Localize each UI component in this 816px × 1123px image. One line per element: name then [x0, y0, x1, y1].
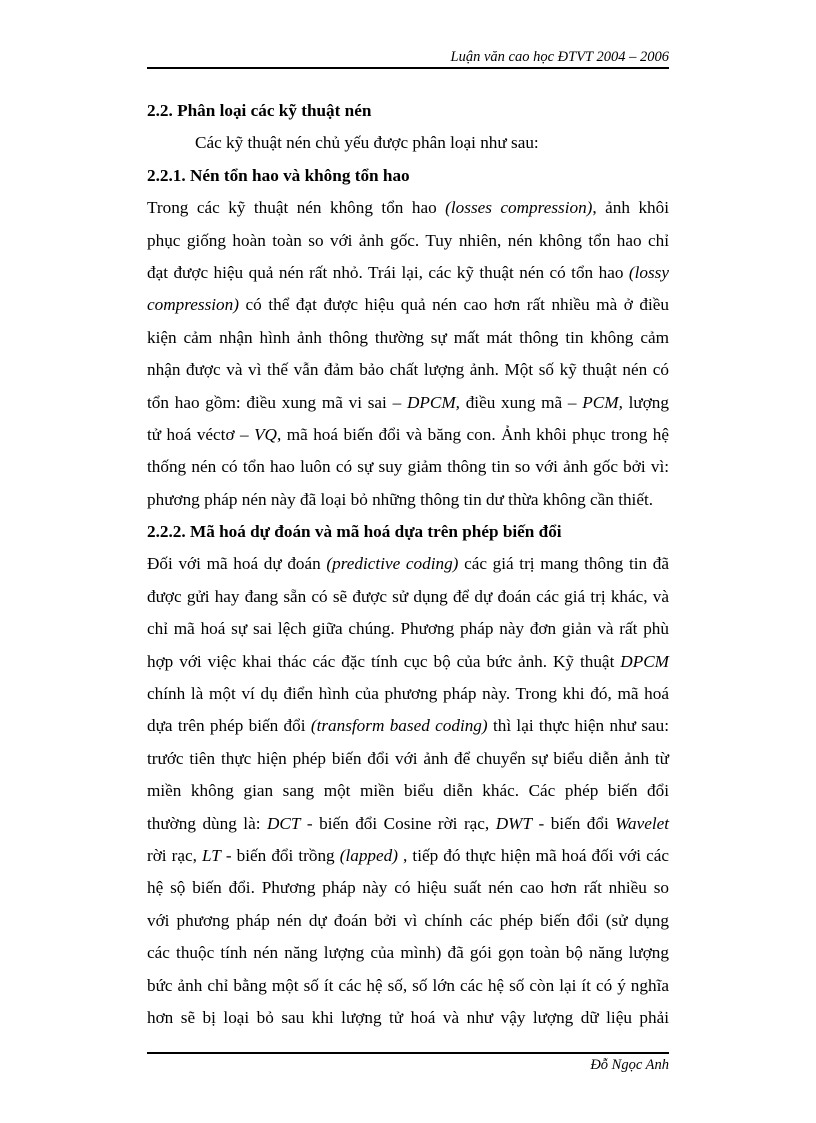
text-run: hợp với việc khai thác các đặc tính cục bộ của bức ảnh. Kỹ thuật: [147, 651, 621, 671]
text-run: - biến đổi trồng: [220, 845, 340, 865]
section-heading: [147, 516, 669, 548]
text-line: [147, 127, 669, 159]
text-run: hơn sẽ bị loại bỏ sau khi lượng tử hoá và như vậy lượng dữ liệu phải: [147, 1007, 669, 1027]
italic-term: DPCM,: [406, 392, 460, 412]
italic-term: PCM: [582, 392, 619, 412]
text-run: phục giống hoàn toàn so với ảnh gốc. Tuy nhiên, nén không tổn hao chỉ: [147, 230, 669, 250]
text-run: điều xung mã –: [459, 392, 583, 412]
text-line: [147, 872, 669, 904]
text-line: [147, 937, 669, 969]
section-heading: [147, 95, 669, 127]
text-run: các giá trị mang thông tin đã: [458, 554, 669, 574]
text-line: [147, 451, 669, 483]
text-line: [147, 354, 669, 386]
text-line: [147, 710, 669, 742]
text-run: Đối với mã hoá dự đoán: [147, 554, 327, 574]
italic-term: (lapped): [339, 845, 398, 865]
text-line: [147, 387, 669, 419]
text-run: thì lại thực hiện như sau:: [487, 716, 669, 736]
text-run: thường dùng là:: [147, 813, 267, 833]
italic-term: compression): [147, 295, 239, 315]
text-line: [147, 225, 669, 257]
text-line: [147, 678, 669, 710]
italic-term: VQ: [254, 424, 277, 444]
text-run: bức ảnh chỉ bằng một số ít các hệ số, số lớn các hệ số còn lại ít có ý nghĩa: [147, 975, 669, 995]
text-run: , mã hoá biến đổi và băng con. Ảnh khôi phục trong hệ: [276, 424, 669, 444]
text-run: chỉ mã hoá sự sai lệch giữa chúng. Phương pháp này đơn giản và rất phù: [147, 619, 669, 639]
text-line: [147, 289, 669, 321]
text-line: [147, 1002, 669, 1034]
italic-term: DPCM: [620, 651, 669, 671]
header-divider: [147, 67, 669, 69]
text-line: [147, 548, 669, 580]
text-line: [147, 192, 669, 224]
text-line: [147, 970, 669, 1002]
text-run: có thể đạt được hiệu quả nén cao hơn rất nhiều mà ở điều: [238, 295, 669, 315]
italic-term: (transform based coding): [310, 716, 488, 736]
text-run: kiện cảm nhận hình ảnh thông thường sự mất mát thông tin không cảm: [147, 327, 669, 347]
text-line: [147, 743, 669, 775]
text-run: , ảnh khôi: [592, 198, 669, 218]
text-run: miền không gian sang một miền biểu diễn khác. Các phép biến đổi: [147, 781, 669, 801]
section-heading: [147, 160, 669, 192]
text-line: [147, 905, 669, 937]
text-run: dựa trên phép biến đổi: [147, 716, 311, 736]
text-line: [147, 840, 669, 872]
text-run: , tiếp đó thực hiện mã hoá đối với các: [397, 845, 669, 865]
footer-divider: [147, 1052, 669, 1054]
text-run: 2.2.2. Mã hoá dự đoán và mã hoá dựa trên phép biến đổi: [147, 522, 562, 542]
text-run: đạt được hiệu quả nén rất nhỏ. Trái lại, các kỹ thuật nén có tổn hao: [147, 262, 629, 282]
text-run: , lượng: [618, 392, 669, 412]
text-line: [147, 257, 669, 289]
text-line: [147, 581, 669, 613]
italic-term: DCT: [266, 813, 301, 833]
text-run: 2.2. Phân loại các kỹ thuật nén: [147, 101, 372, 120]
text-run: thống nén có tổn hao luôn có sự suy giảm thông tin so với ảnh gốc bởi vì:: [147, 457, 669, 477]
italic-term: (lossy: [628, 262, 669, 282]
text-run: hệ sộ biến đổi. Phương pháp này có hiệu suất nén cao hơn rất nhiều so: [147, 878, 669, 898]
text-line: [147, 322, 669, 354]
text-run: tử hoá véctơ –: [147, 424, 255, 444]
italic-term: Wavelet: [615, 813, 670, 833]
text-run: phương pháp nén này đã loại bỏ những thông tin dư thừa không cần thiết.: [147, 489, 654, 509]
italic-term: LT: [202, 845, 221, 865]
text-line: [147, 646, 669, 678]
text-run: tổn hao gồm: điều xung mã vi sai –: [147, 392, 407, 412]
text-run: các thuộc tính nén năng lượng của mình) đã gói gọn toàn bộ năng lượng: [147, 943, 669, 963]
text-run: Các kỹ thuật nén chủ yếu được phân loại như sau:: [195, 133, 539, 153]
text-line: [147, 775, 669, 807]
text-run: - biến đổi Cosine rời rạc,: [300, 813, 496, 833]
italic-term: (predictive coding): [326, 554, 459, 574]
running-header: Luận văn cao học ĐTVT 2004 – 2006: [450, 49, 669, 65]
text-run: nhận được và vì thế vẫn đảm bảo chất lượng ảnh. Một số kỹ thuật nén có: [147, 360, 669, 380]
text-line: [147, 613, 669, 645]
running-footer: Đỗ Ngọc Anh: [590, 1057, 669, 1073]
page-body: [147, 95, 669, 1034]
text-run: được gửi hay đang sẵn có sẽ được sử dụng để dự đoán các giá trị khác, và: [147, 586, 669, 606]
text-run: 2.2.1. Nén tổn hao và không tổn hao: [147, 165, 410, 185]
text-run: rời rạc,: [147, 845, 203, 865]
text-run: trước tiên thực hiện phép biến đổi với ảnh để chuyển sự biểu diễn ảnh từ: [147, 748, 669, 768]
text-line: [147, 419, 669, 451]
text-line: [147, 808, 669, 840]
text-run: chính là một ví dụ điển hình của phương pháp này. Trong khi đó, mã hoá: [147, 684, 669, 704]
italic-term: DWT: [495, 813, 533, 833]
text-line: [147, 484, 669, 516]
text-run: Trong các kỹ thuật nén không tổn hao: [147, 198, 446, 218]
text-run: với phương pháp nén dự đoán bởi vì chính các phép biến đổi (sử dụng: [147, 910, 669, 930]
text-run: - biến đổi: [532, 813, 616, 833]
italic-term: (losses compression): [445, 198, 593, 218]
